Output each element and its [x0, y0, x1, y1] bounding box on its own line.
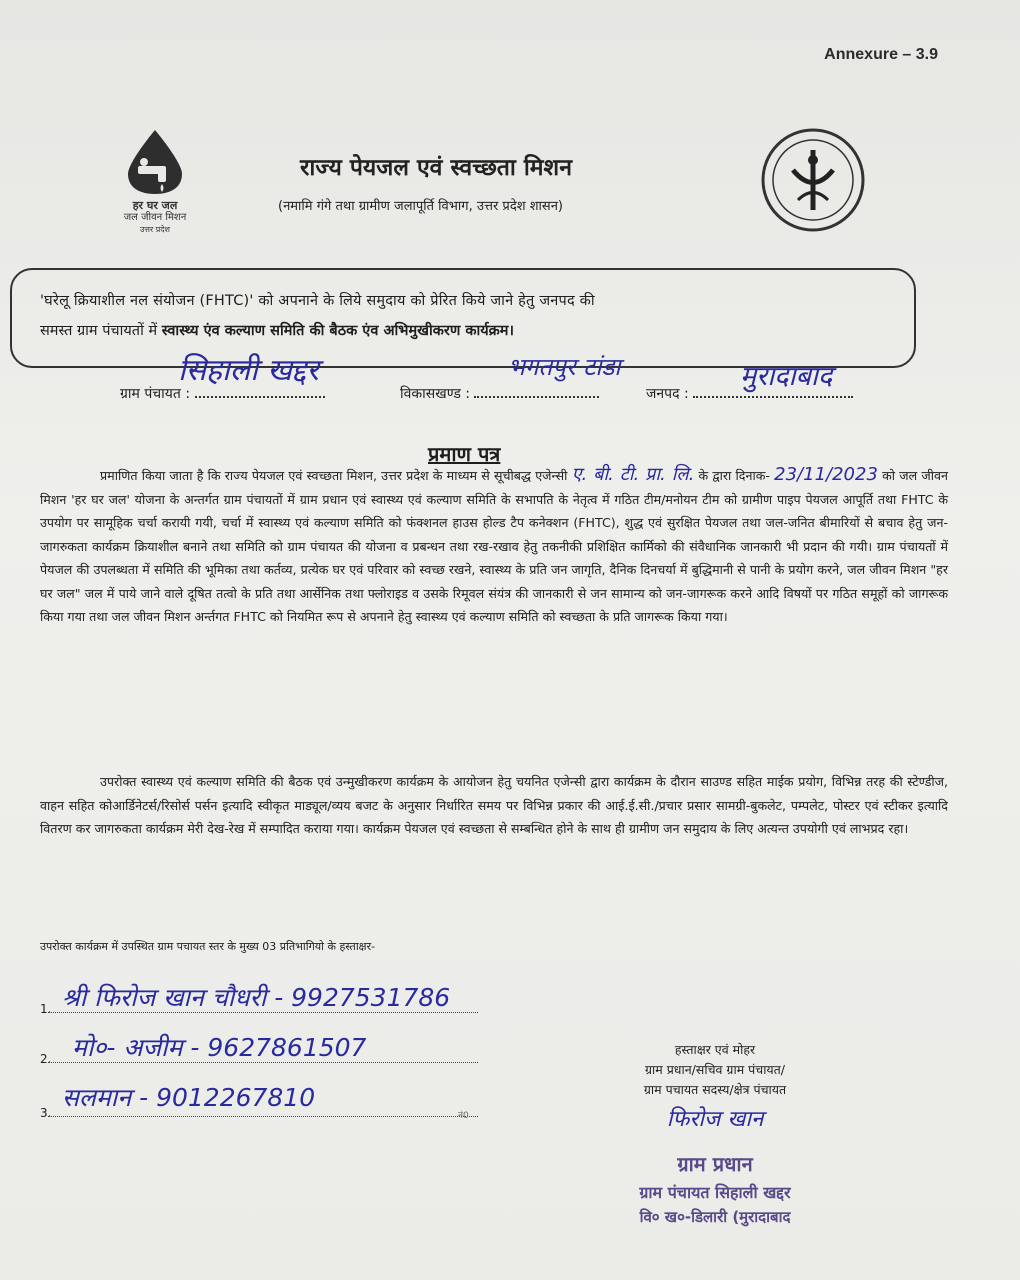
participant-line-2: 2. [40, 1052, 478, 1066]
stamp-line-2: ग्राम पंचायत सिहाली खद्दर [639, 1183, 791, 1202]
date-handwritten: 23/11/2023 [774, 464, 878, 485]
program-title-box [10, 268, 916, 368]
pradhan-stamp [585, 1150, 845, 1227]
water-drop-icon [120, 128, 190, 196]
har-ghar-jal-logo [100, 128, 210, 236]
annexure-label: Annexure – 3.9 [824, 46, 938, 63]
logo-line3: उत्तर प्रदेश [140, 225, 170, 234]
up-government-seal-icon [758, 125, 868, 235]
vikaskhand-label: विकासखण्ड : [400, 386, 471, 402]
p1-part-a: प्रमाणित किया जाता है कि राज्य पेयजल एवं स्वच्छता मिशन, उत्तर प्रदेश के माध्यम से सूचीबद्ध एजेन्सी [100, 468, 572, 483]
signatory-line-3: ग्राम पचायत सदस्य/क्षेत्र पंचायत [643, 1082, 787, 1097]
signatory-block [590, 1040, 840, 1130]
stamp-line-1: ग्राम प्रधान [677, 1152, 753, 1176]
mission-subtitle: (नमामि गंगे तथा ग्रामीण जलापूर्ति विभाग, उत्तर प्रदेश शासन) [278, 199, 563, 214]
participant-3-signature: सलमान - 9012267810 [62, 1083, 316, 1112]
certificate-paragraph-2: उपरोक्त स्वास्थ्य एवं कल्याण समिति की बैठक एवं उन्मुखीकरण कार्यक्रम के आयोजन हेतु चयनित एजेन्सी द्वारा कार्यक्रम के दौरान साउण्ड सहित माईक प्रयोग, विभिन्न तरह की स्टेण्डीज, वाहन सहित कोआर्डिनेटर्स/रिसोर्स पर्सन इत्यादि स्वीकृत माड्यूल/व्यय बजट के अनुसार निर्धारित समय पर विभिन्न प्रकार की आई.ई.सी./प्रचार प्रसार सामग्री-बुकलेट, पम्पलेट, पोस्टर एवं स्टीकर इत्यादि वितरण कर जागरुकता कार्यक्रम मेरी देख-रेख में सम्पादित कराया गया। कार्यक्रम पेयजल एवं स्वच्छता से सम्बन्धित होने के साथ ही ग्रामीण जन समुदाय के लिए अत्यन्त उपयोगी एवं लाभप्रद रहा। [40, 774, 948, 836]
janpad-label: जनपद : [646, 386, 689, 402]
program-line2 [40, 320, 514, 340]
janpad-value: मुरादाबाद [740, 361, 833, 392]
p1-part-b: के द्वारा दिनाक- [694, 468, 775, 483]
certificate-paragraph-1 [40, 463, 948, 629]
signatory-line-2: ग्राम प्रधान/सचिव ग्राम पंचायत/ [644, 1062, 786, 1077]
program-line2-bold: स्वास्थ्य एंव कल्याण समिति की बैठक एंव अभिमुखीकरण कार्यक्रम। [161, 323, 514, 339]
participant-2-signature: मो०- अजीम - 9627861507 [72, 1033, 367, 1062]
vikaskhand-field [400, 384, 599, 403]
participant-1-signature: श्री फिरोज खान चौधरी - 9927531786 [62, 983, 451, 1012]
stamp-line-3: वि० ख०-डिलारी (मुरादाबाद [639, 1208, 791, 1226]
signatory-line-1: हस्ताक्षर एवं मोहर [674, 1042, 756, 1057]
logo-line2: जल जीवन मिशन [123, 212, 187, 223]
participant-line-1: 1. [40, 1002, 478, 1016]
logo-line1: हर घर जल [132, 199, 178, 212]
mission-title: राज्य पेयजल एवं स्वच्छता मिशन [300, 155, 572, 181]
vikaskhand-value: भगतपुर टांडा [508, 353, 621, 381]
gram-panchayat-value: सिहाली खद्दर [178, 353, 319, 388]
program-line2-plain: समस्त ग्राम पंचायतों में [40, 323, 162, 339]
participants-intro: उपरोक्त कार्यक्रम में उपस्थित ग्राम पचायत स्तर के मुख्य 03 प्रतिभागियो के हस्ताक्षर- [40, 940, 376, 953]
participant-line-3: 3. [40, 1106, 478, 1120]
p1-part-c: को जल जीवन मिशन 'हर घर जल' योजना के अन्तर्गत ग्राम पंचायतों में ग्राम प्रधान एवं स्वास्थ्य एवं कल्याण समिति के सभापति के नेतृत्व में गठित टीम/मनोयन टीम को ग्रामीण पाइप पेयजल आपूर्ति तथा FHTC के उपयोग पर सामूहिक चर्चा करायी गयी, चर्चा में स्वास्थ्य एवं कल्याण समिति को फंक्शनल हाउस होल्ड टैप कनेक्शन (FHTC), शुद्ध एवं सुरक्षित पेयजल तथा जल-जनित बीमारियों से बचाव हेतु जन-जागरुकता कार्यक्रम क्रियाशील बनाने तथा समिति को ग्राम पंचायत की योजना व प्रबन्धन तथा रख-रखाव हेतु तकनीकी प्रशिक्षित कार्मिको की संवैधानिक जानकारी भी प्रदान की गयी। ग्राम पंचायतों में पेयजल की उपलब्धता में समिति की भूमिका तथा कर्तव्य, प्रत्येक घर एवं परिवार को स्वच्छ रखने, स्वास्थ्य के प्रति जन जागृति, दैनिक दिनचर्या में बुद्धिमानी से पानी के प्रयोग करने, जल जीवन मिशन "हर घर जल" जल में पाये जाने वाले दूषित तत्वो के प्रति तथा आर्सेनिक तथा फ्लोराइड व उसके रिमूवल संयंत्र की जानकारी से जन सामान्य को जन-जागरूक करने आदि विषयों पर गठित समूहों को जागरूक किया गया तथा जल जीवन मिशन अर्न्तगत FHTC को नियमित रूप से अपनाने हेतु स्वास्थ्य एवं कल्याण समिति को स्वच्छता के प्रति जागरूक किया गया। [40, 468, 949, 624]
agency-handwritten: ए. बी. टी. प्रा. लि. [571, 464, 695, 485]
pradhan-signature: फिरोज खान [666, 1107, 764, 1132]
participant-3-suffix: नं0 [458, 1111, 469, 1121]
gram-panchayat-label: ग्राम पंचायत : [120, 386, 191, 402]
program-line1: 'घरेलू क्रियाशील नल संयोजन (FHTC)' को अपनाने के लिये समुदाय को प्रेरित किये जाने हेतु जनपद की [40, 293, 595, 309]
certificate-title: प्रमाण पत्र [428, 442, 501, 466]
